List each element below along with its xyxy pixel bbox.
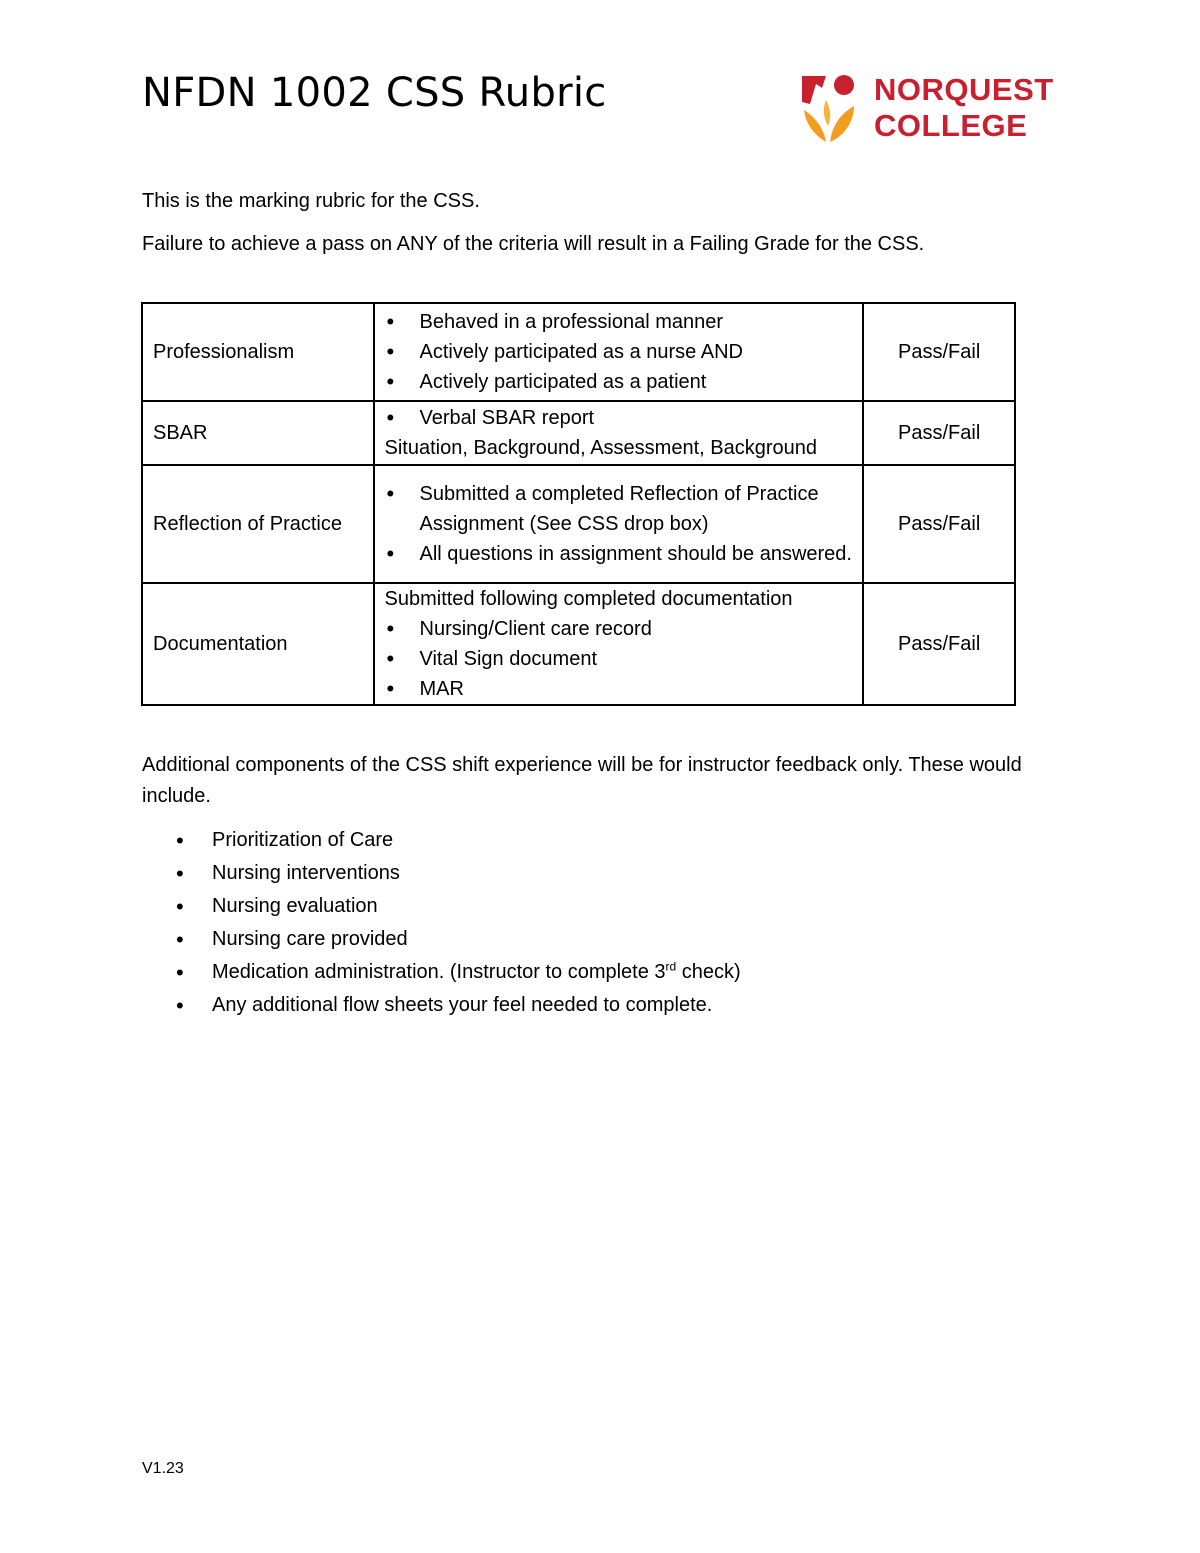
logo-line-college: COLLEGE [874,108,1028,143]
list-item: • Behaved in a professional manner [385,307,853,337]
ordinal-suffix: rd [665,959,677,974]
list-item: • Nursing/Client care record [385,614,853,644]
logo-text [874,72,1054,144]
description-cell [374,401,864,465]
description-cell [374,465,864,583]
list-item: • Prioritization of Care [142,824,741,857]
list-item: • Any additional flow sheets your feel needed to complete. [142,989,741,1022]
table-row [142,583,1015,705]
grade-cell: Pass/Fail [863,401,1015,465]
version-label: V1.23 [142,1460,184,1477]
criterion-cell: Documentation [142,583,374,705]
list-item: • Nursing care provided [142,923,741,956]
logo-mark-icon [800,72,870,144]
intro-line-2: Failure to achieve a pass on ANY of the criteria will result in a Failing Grade for the CSS. [142,233,925,255]
table-row [142,401,1015,465]
description-cell [374,303,864,401]
criterion-cell: Professionalism [142,303,374,401]
list-item: • Nursing interventions [142,857,741,890]
intro-line-1: This is the marking rubric for the CSS. [142,190,480,212]
list-item: • Nursing evaluation [142,890,741,923]
additional-text: Additional components of the CSS shift experience will be for instructor feedback only. These would include. [142,754,1022,807]
description-cell [374,583,864,705]
medication-text: Medication administration. (Instructor to complete 3 [212,961,666,983]
sbar-note: Situation, Background, Assessment, Background [384,437,817,459]
documentation-intro: Submitted following completed documentation [384,588,793,610]
list-item: • MAR [385,674,853,704]
rubric-table [141,302,1016,706]
list-item: • Verbal SBAR report [385,403,853,433]
list-item: • Submitted a completed Reflection of Practice Assignment (See CSS drop box) [385,479,853,539]
criterion-cell: Reflection of Practice [142,465,374,583]
additional-components-list [142,824,741,1022]
grade-cell: Pass/Fail [863,465,1015,583]
list-item: • Actively participated as a nurse AND [385,337,853,367]
list-item: • Vital Sign document [385,644,853,674]
list-item: • Actively participated as a patient [385,367,853,397]
grade-cell: Pass/Fail [863,583,1015,705]
medication-text-end: check) [676,961,741,983]
table-row [142,303,1015,401]
logo-line-norquest: NORQUEST [874,72,1054,107]
criterion-cell: SBAR [142,401,374,465]
grade-cell: Pass/Fail [863,303,1015,401]
norquest-logo [800,72,1070,144]
list-item: • All questions in assignment should be answered. [385,539,853,569]
page-title: NFDN 1002 CSS Rubric [142,70,607,116]
list-item [142,956,741,989]
table-row [142,465,1015,583]
